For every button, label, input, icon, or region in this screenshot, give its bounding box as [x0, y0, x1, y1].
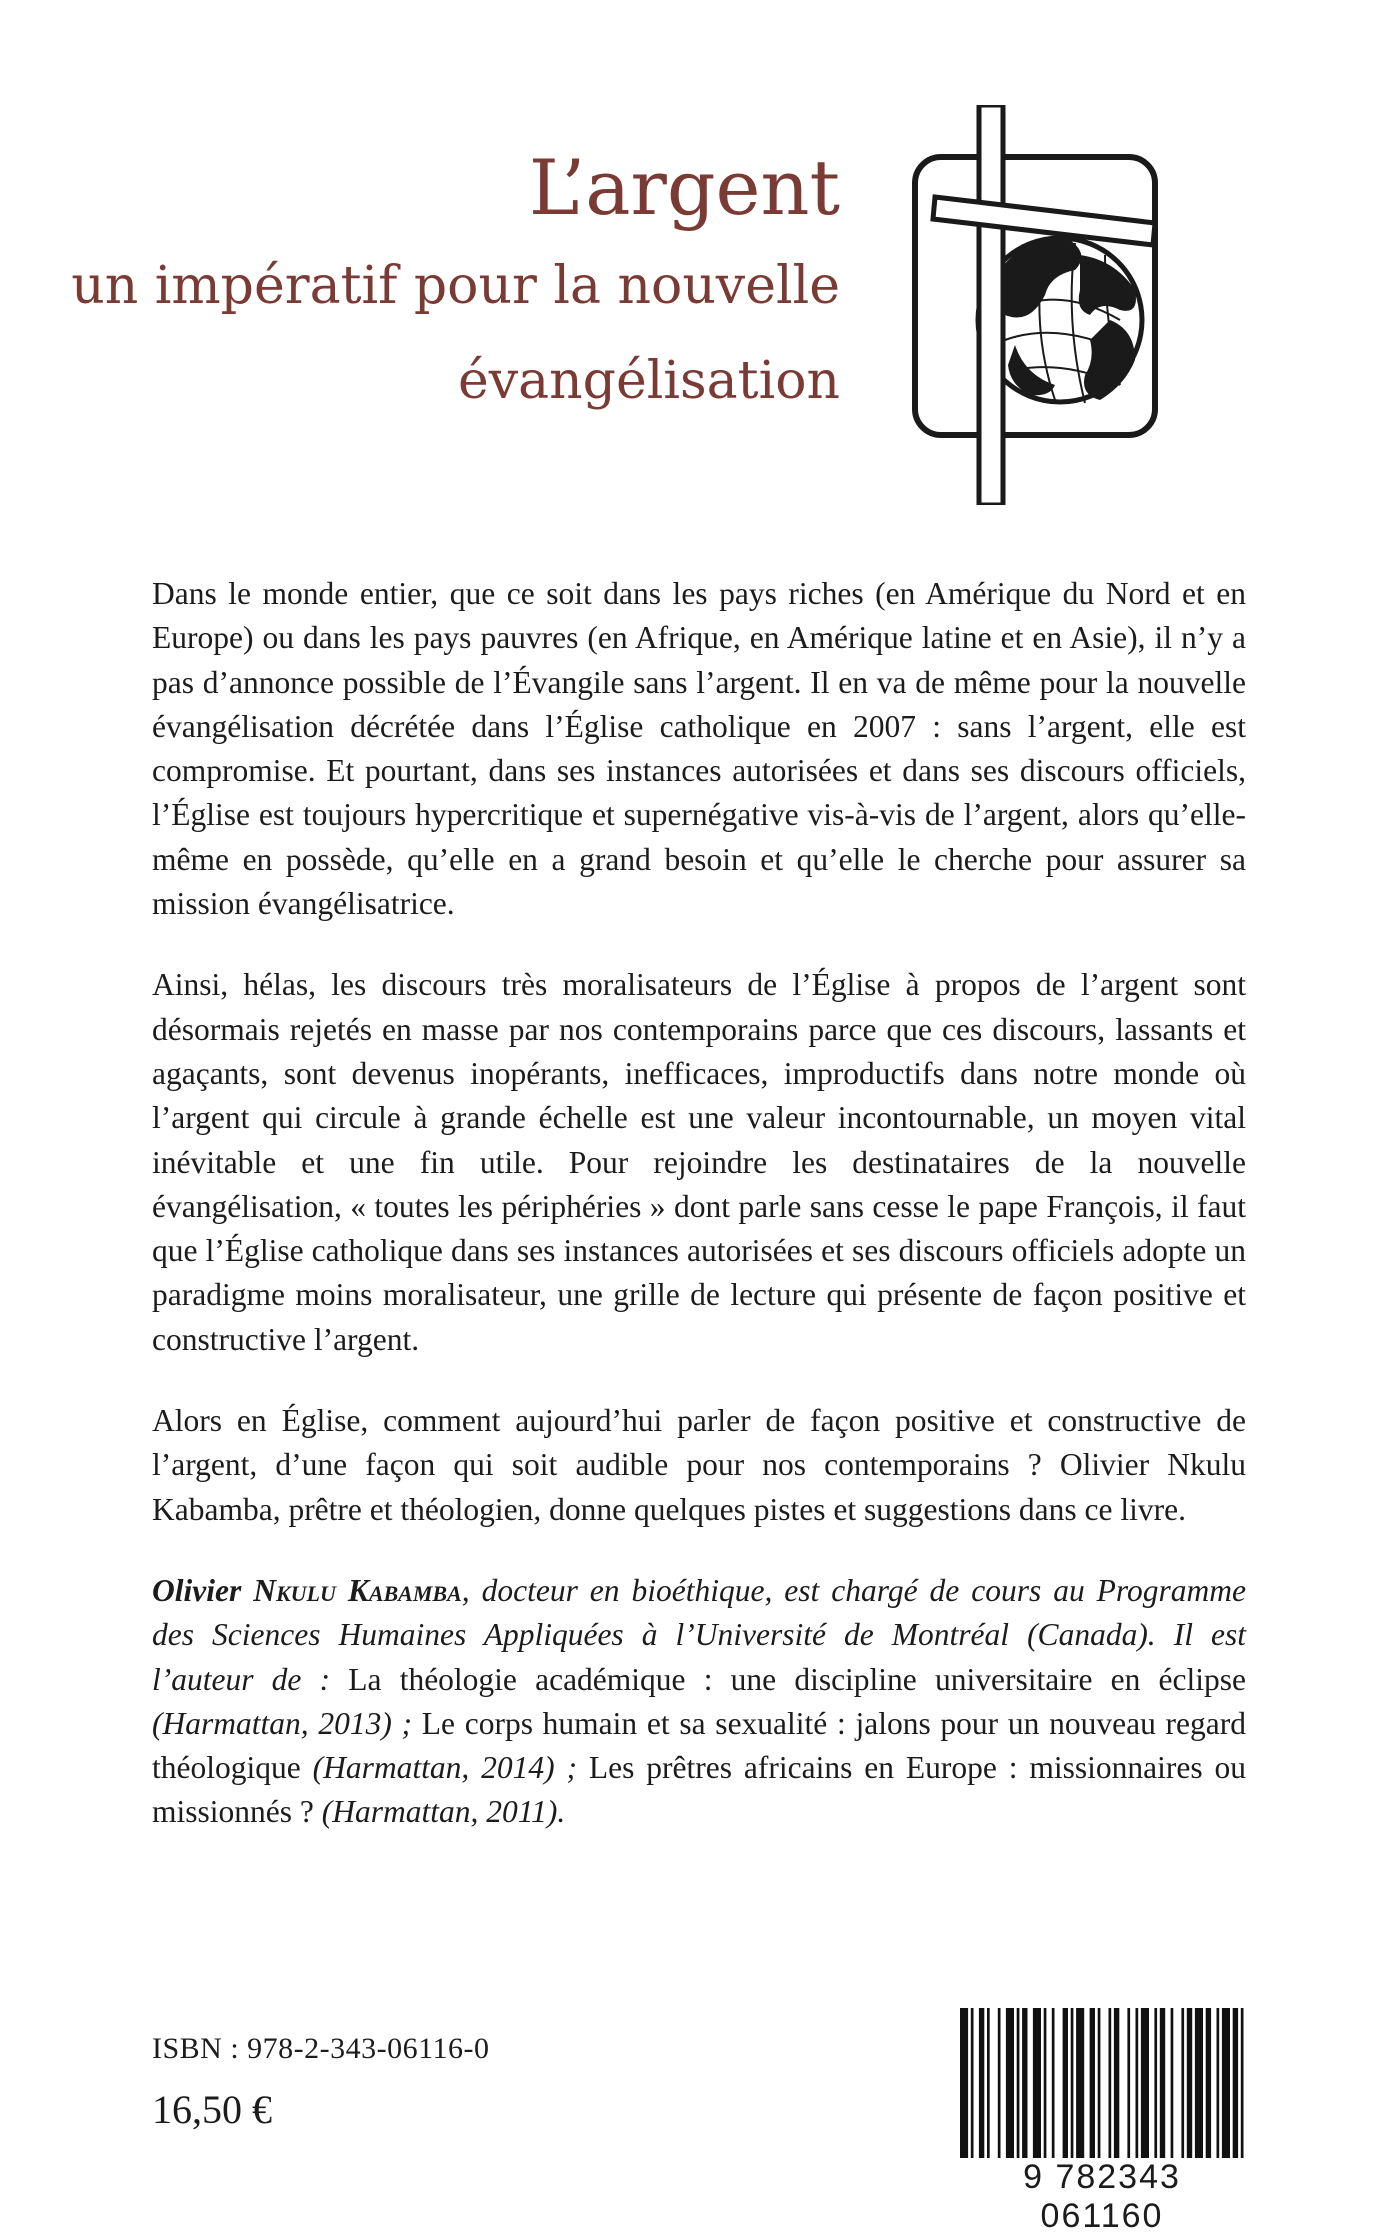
paragraph-3: Alors en Église, comment aujourd’hui parler de façon positive et constructive de l’argent, d’une façon qui soit audible pour nos contemporains ? Olivier Nkulu Kabamba, prêtre et théologien, donne quelques pistes et suggestions dans ce livre. — [152, 1403, 1246, 1527]
book-title-3: Les prêtres africains en Europe : missionnaires ou missionnés ? — [152, 1750, 1246, 1830]
barcode — [956, 2008, 1248, 2235]
book-subtitle-line1: un impératif pour la nouvelle — [71, 256, 840, 316]
title-block — [60, 140, 840, 426]
cross-globe-icon — [905, 105, 1165, 505]
book-title-1: La théologie académique : une discipline universitaire en éclipse — [348, 1661, 1246, 1697]
paragraph-1: Dans le monde entier, que ce soit dans les pays riches (en Amérique du Nord et en Europe) ou dans les pays pauvres (en Afrique, en Amérique latine et en Asie), il n’y a pas d’annonce possible de l’Évangile sans l’argent. Il en va de même pour la nouvelle évangélisation décrétée dans l’Église catholique en 2007 : sans l’argent, elle est compromise. Et pourtant, dans ses instances autorisées et dans ses discours officiels, l’Église est toujours hypercritique et supernégative vis-à-vis de l’argent, alors qu’elle-même en possède, qu’elle en a grand besoin et qu’elle le cherche pour assurer sa mission évangélisatrice. — [152, 576, 1246, 922]
barcode-digits: 9 782343 061160 — [956, 2158, 1248, 2236]
isbn: ISBN : 978-2-343-06116-0 — [152, 2032, 490, 2065]
paragraph-2: Ainsi, hélas, les discours très moralisateurs de l’Église à propos de l’argent sont désormais rejetés en masse par nos contemporains parce que ces discours, lassants et agaçants, sont devenus inopérants, inefficaces, improductifs dans notre monde où l’argent qui circule à grande échelle est une valeur incontournable, un moyen vital inévitable et une fin utile. Pour rejoindre les destinataires de la nouvelle évangélisation, « toutes les périphéries » dont parle sans cesse le pape François, il faut que l’Église catholique dans ses instances autorisées et ses discours officiels adopte un paradigme moins moralisateur, une grille de lecture qui présente de façon positive et constructive l’argent. — [152, 967, 1246, 1357]
author-name: Olivier Nkulu Kabamba — [152, 1572, 462, 1608]
book-title-2: Le corps humain et sa sexualité : jalons pour un nouveau regard théologique — [152, 1705, 1246, 1786]
book-title: L’argent — [528, 143, 840, 232]
back-cover-text — [152, 572, 1246, 1872]
barcode-bars — [956, 2008, 1248, 2168]
book-subtitle-line2: évangélisation — [458, 351, 840, 411]
price: 16,50 € — [152, 2087, 272, 2132]
author-bio: Olivier Nkulu Kabamba, docteur en bioéthique, est chargé de cours au Programme des Sciences Humaines Appliquées à l’Université de Montréal (Canada). Il est l’auteur de : La théologie académique : une discipline universitaire en éclipse (Harmattan, 2013) ; Le corps humain et sa sexualité : jalons pour un nouveau regard théologique (Harmattan, 2014) ; Les prêtres africains en Europe : missionnaires ou missionnés ? (Harmattan, 2011). — [152, 1572, 1246, 1830]
